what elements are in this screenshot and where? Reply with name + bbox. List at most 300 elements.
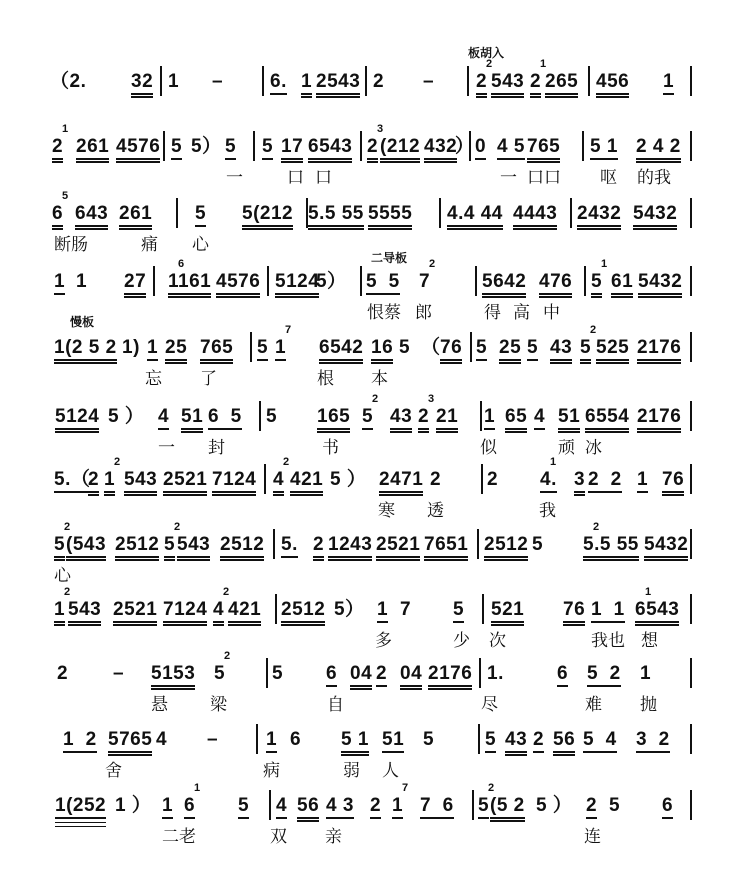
lyric-text: 病 <box>263 761 280 780</box>
note-group: 5 <box>362 407 373 430</box>
lyric-text: 心 <box>54 566 71 585</box>
note-group: 5 <box>580 338 591 364</box>
note-group: 2 <box>430 469 442 490</box>
note-group: (543 <box>66 535 106 561</box>
note-group: 6 <box>326 664 337 687</box>
note-group: 17 <box>281 137 303 163</box>
note-group: 5 <box>478 796 489 819</box>
note-group: 4576 <box>216 272 260 298</box>
note-group: 1161 <box>168 272 211 298</box>
note-group: 76 <box>440 338 462 364</box>
grace-note: 1 <box>645 586 652 598</box>
grace-note: 3 <box>428 393 435 405</box>
note-group: 1) <box>122 337 140 358</box>
note-group: 421 <box>290 470 323 496</box>
note-group: 6 <box>52 204 63 230</box>
note-group: 1(252 <box>55 795 107 816</box>
note-group: 5 <box>54 535 65 561</box>
note-group: 2 <box>57 663 69 684</box>
grace-note: 2 <box>223 586 230 598</box>
note-group: 5.5 55 <box>583 535 639 561</box>
barline <box>259 401 261 431</box>
grace-note: 1 <box>540 58 547 70</box>
note-group: 1 <box>76 271 88 292</box>
note-group: 5432 <box>644 535 688 561</box>
note-group: 5555 <box>368 204 412 230</box>
note-group: 04 <box>400 664 422 690</box>
note-group: 1 1 <box>591 600 625 623</box>
barline <box>570 198 572 228</box>
note-group: 5124 <box>55 407 99 433</box>
note-group: 5432 <box>633 204 677 230</box>
lyric-text: 口口 <box>527 168 561 187</box>
note-group: 261 <box>119 204 152 230</box>
note-group: 5765 <box>108 730 152 756</box>
barline <box>690 529 692 559</box>
lyric-text: 郎 <box>415 303 432 322</box>
note-group: 6. <box>270 72 287 95</box>
note-group: 4 <box>156 729 168 750</box>
note-group: 2543 <box>316 72 360 98</box>
lyric-text: 口 <box>287 168 304 187</box>
note-group: 5 <box>262 137 273 160</box>
note-group: 525 <box>596 338 629 364</box>
barline <box>588 66 590 96</box>
lyric-text: 舍 <box>105 761 122 780</box>
note-group: (5 2 <box>490 796 525 822</box>
note-group: 5 <box>195 204 206 227</box>
note-group: 1(2 5 2 <box>54 338 117 364</box>
note-group: 5 <box>164 535 175 561</box>
barline <box>582 131 584 161</box>
lyric-text: 封 <box>208 438 225 457</box>
note-group: 43 <box>390 407 412 433</box>
note-group: 1 <box>663 72 674 95</box>
barline <box>256 724 258 754</box>
note-group: 2432 <box>577 204 621 230</box>
note-group: 25 <box>165 338 187 364</box>
note-group: 1243 <box>328 535 372 561</box>
note-group: 5(212 <box>242 204 293 230</box>
grace-note: 2 <box>372 393 379 405</box>
note-group: 2 <box>418 407 429 433</box>
lyric-text: 连 <box>584 827 601 846</box>
note-group: 32 <box>131 72 153 98</box>
note-group: 7 6 <box>420 796 454 819</box>
note-group: 1 2 <box>63 730 97 753</box>
note-group: 5） <box>191 136 222 157</box>
note-group: 432 <box>424 137 457 163</box>
note-group: 4 5 <box>497 137 525 160</box>
lyric-text: 多 <box>375 631 392 650</box>
note-group: 5153 <box>151 664 195 690</box>
note-group: 56 <box>553 730 575 756</box>
lyric-text: 痛 <box>141 235 158 254</box>
note-group: 4 <box>213 600 224 626</box>
note-group: 6 <box>184 796 195 819</box>
note-group: 2521 <box>163 470 207 496</box>
note-group: 6 5 <box>208 407 242 430</box>
grace-note: 2 <box>590 324 597 336</box>
marking-manban: 慢板 <box>70 315 95 329</box>
note-group: 1 <box>377 600 388 623</box>
note-group: 1 <box>104 470 115 496</box>
note-group: 04 <box>350 664 372 690</box>
grace-note: 2 <box>224 650 231 662</box>
note-group: 5 <box>257 338 268 361</box>
note-group: 5 <box>591 272 602 298</box>
note-group: 1 <box>266 730 277 753</box>
note-group: 5 1 <box>590 137 618 160</box>
note-group: 5 <box>609 795 621 816</box>
grace-note: 2 <box>64 586 71 598</box>
lyric-text: 的我 <box>637 168 671 187</box>
note-group: 7124 <box>163 600 207 626</box>
lyric-text: 恨蔡 <box>367 303 401 322</box>
note-group: 165 <box>317 407 350 433</box>
note-group: 4 3 <box>326 796 354 819</box>
barline <box>160 66 162 96</box>
note-group: 7 <box>419 271 431 292</box>
note-group: 1 <box>392 796 403 819</box>
note-group: 51 <box>558 407 580 433</box>
barline <box>690 332 692 362</box>
note-group: 2 <box>476 72 487 98</box>
lyric-text: 似 <box>480 438 497 457</box>
note-group: 421 <box>228 600 261 626</box>
barline <box>467 66 469 96</box>
grace-note: 7 <box>402 782 409 794</box>
barline <box>264 464 266 494</box>
lyric-text: 我也 <box>591 631 625 650</box>
note-group: 21 <box>436 407 458 433</box>
lyric-text: 呕 <box>600 168 617 187</box>
lyric-text: 透 <box>427 501 444 520</box>
note-group: 2 <box>586 796 597 819</box>
note-group: 5 <box>238 796 249 819</box>
barline <box>479 658 481 688</box>
note-group: 2 <box>367 137 378 163</box>
note-group: 5 5 <box>366 272 400 295</box>
grace-note: 2 <box>593 521 600 533</box>
note-group: 51 <box>382 730 404 753</box>
note-group: 2176 <box>428 664 472 690</box>
lyric-text: 得 <box>484 303 501 322</box>
barline <box>250 332 252 362</box>
note-group: 456 <box>596 72 629 98</box>
lyric-text: 根 <box>317 369 334 388</box>
note-group: – <box>207 729 219 750</box>
note-group: 5642 <box>482 272 526 298</box>
barline <box>365 66 367 96</box>
barline <box>273 529 275 559</box>
barline <box>690 464 692 494</box>
barline <box>482 594 484 624</box>
lyric-text: 难 <box>585 695 602 714</box>
barline <box>163 131 165 161</box>
note-group: 7 <box>400 599 412 620</box>
grace-note: 7 <box>285 324 292 336</box>
note-group: 5. <box>281 535 298 558</box>
note-group: 16 <box>371 338 393 364</box>
note-group: 5 <box>423 729 435 750</box>
lyric-text: 寒 <box>378 501 395 520</box>
note-group: 1 <box>484 407 495 430</box>
lyric-text: 我 <box>539 501 556 520</box>
lyric-text: 人 <box>382 761 399 780</box>
grace-note: 2 <box>429 258 436 270</box>
note-group: – <box>113 663 125 684</box>
note-group: 51 <box>181 407 203 433</box>
note-group: 2 <box>530 72 541 98</box>
note-group: 6543 <box>635 600 679 626</box>
note-group: 1 ） <box>115 795 152 816</box>
note-group: 5） <box>316 271 347 292</box>
lyric-text: 一 <box>158 438 175 457</box>
lyric-text: 本 <box>371 369 388 388</box>
grace-note: 1 <box>550 456 557 468</box>
note-group: 5 <box>225 137 236 160</box>
note-group: 2 <box>370 796 381 819</box>
note-group: 643 <box>75 204 108 230</box>
grace-note: 1 <box>194 782 201 794</box>
note-group: 2521 <box>376 535 420 561</box>
note-group: 5 <box>214 663 226 684</box>
note-group: 1 <box>301 72 312 98</box>
note-group: 5 <box>399 337 411 358</box>
note-group: 76 <box>563 600 585 626</box>
note-group: 2512 <box>484 535 528 561</box>
barline <box>477 529 479 559</box>
barline <box>478 724 480 754</box>
note-group: 5.（ <box>54 470 90 493</box>
lyric-text: 弱 <box>343 761 360 780</box>
note-group: 43 <box>550 338 572 364</box>
note-group: 2 <box>533 730 544 753</box>
note-group: 1 <box>54 272 65 295</box>
note-group: 2176 <box>637 407 681 433</box>
note-group: 6543 <box>308 137 352 163</box>
barline <box>266 658 268 688</box>
grace-note: 2 <box>64 521 71 533</box>
barline <box>262 66 264 96</box>
note-group: 4 <box>273 470 284 496</box>
note-group: 765 <box>200 338 233 364</box>
note-group: 1 <box>168 71 180 92</box>
note-group: 2 <box>88 470 99 496</box>
note-group: 5 ） <box>330 469 367 490</box>
barline <box>439 198 441 228</box>
lyric-text: 高 <box>513 303 530 322</box>
lyric-text: 抛 <box>640 695 657 714</box>
note-group: 2176 <box>637 338 681 364</box>
note-group: 1 <box>54 600 65 626</box>
note-group: 2512 <box>115 535 159 561</box>
note-group: 1 <box>275 338 286 361</box>
note-group: 1. <box>487 663 504 684</box>
lyric-text: 一 <box>226 168 243 187</box>
note-group: 5 <box>272 663 284 684</box>
note-group: 543 <box>124 470 157 496</box>
note-group: 76 <box>662 470 684 496</box>
note-group: 5 <box>532 534 544 555</box>
lyric-text: 中 <box>543 303 560 322</box>
barline <box>690 401 692 431</box>
lyric-text: 亲 <box>325 827 342 846</box>
barline <box>475 266 477 296</box>
lyric-text: 冰 <box>585 438 602 457</box>
note-group: 61 <box>611 272 633 298</box>
note-group: 56 <box>297 796 319 822</box>
note-group: 0 <box>475 137 486 160</box>
note-group: 1 <box>640 663 652 684</box>
note-group: 5 ） <box>108 406 145 427</box>
note-group: 2 <box>373 71 385 92</box>
note-group: 5 <box>527 338 538 361</box>
barline <box>176 198 178 228</box>
barline <box>584 266 586 296</box>
barline <box>690 131 692 161</box>
grace-note: 1 <box>601 258 608 270</box>
note-group: 521 <box>491 600 524 626</box>
note-group: 2512 <box>281 600 325 626</box>
note-group: ） <box>455 136 475 157</box>
barline <box>253 131 255 161</box>
note-group: 2512 <box>220 535 264 561</box>
note-group: 7651 <box>424 535 468 561</box>
barline <box>690 266 692 296</box>
barline <box>690 724 692 754</box>
note-group: 6 <box>290 729 302 750</box>
note-group: – <box>212 71 224 92</box>
note-group: 2521 <box>113 600 157 626</box>
grace-note: 6 <box>178 258 185 270</box>
barline <box>690 198 692 228</box>
note-group: 2 <box>313 535 324 561</box>
note-group: 1 <box>147 338 158 361</box>
grace-note: 5 <box>62 190 69 202</box>
barline <box>360 266 362 296</box>
note-group: 43 <box>505 730 527 756</box>
note-group: 5 4 <box>583 730 617 753</box>
note-group: 476 <box>539 272 572 298</box>
note-group: 5 <box>266 406 278 427</box>
note-group: 4 <box>534 407 545 430</box>
barline <box>480 401 482 431</box>
grace-note: 2 <box>486 58 493 70</box>
note-group: 4443 <box>513 204 557 230</box>
note-group: 2 4 2 <box>636 137 681 163</box>
note-group: 543 <box>177 535 210 561</box>
note-group: 5 <box>485 730 496 753</box>
note-group: 6554 <box>585 407 629 433</box>
note-group: 265 <box>545 72 578 98</box>
note-group: 2 <box>376 664 387 687</box>
note-group: 261 <box>76 137 109 163</box>
lyric-text: 断肠 <box>54 235 88 254</box>
note-group: 5 <box>171 137 182 160</box>
grace-note: 2 <box>488 782 495 794</box>
lyric-text: 次 <box>489 631 506 650</box>
lyric-text: 口 <box>315 168 332 187</box>
barline <box>267 266 269 296</box>
lyric-text: 少 <box>453 631 470 650</box>
barline <box>269 790 271 820</box>
note-group: 543 <box>68 600 101 626</box>
note-group: 5） <box>334 599 365 620</box>
lyric-text: 自 <box>327 695 344 714</box>
barline <box>690 658 692 688</box>
marking-erdaoban: 二导板 <box>371 251 408 265</box>
barline <box>481 464 483 494</box>
barline <box>690 66 692 96</box>
lyric-text: 尽 <box>481 695 498 714</box>
note-group: 2 <box>52 137 63 163</box>
lyric-text: 想 <box>641 631 658 650</box>
grace-note: 1 <box>62 123 69 135</box>
note-group: 1 <box>637 470 648 493</box>
note-group: 6 <box>557 664 568 687</box>
note-group: 1 <box>162 796 173 819</box>
note-group: 765 <box>527 137 560 163</box>
barline <box>470 332 472 362</box>
note-group: （2. <box>50 71 87 92</box>
note-group: 5432 <box>638 272 682 298</box>
lyric-text: 梁 <box>210 695 227 714</box>
lyric-text: 悬 <box>151 695 168 714</box>
lyric-text: 心 <box>192 235 209 254</box>
barline <box>275 594 277 624</box>
note-group: 65 <box>505 407 527 433</box>
grace-note: 3 <box>377 123 384 135</box>
note-group: 4576 <box>116 137 160 163</box>
note-group: 6 <box>662 796 673 819</box>
barline <box>360 131 362 161</box>
grace-note: 2 <box>174 521 181 533</box>
lyric-text: 双 <box>270 827 287 846</box>
note-group: (212 <box>380 137 420 163</box>
lyric-text: 忘 <box>145 369 162 388</box>
note-group: 7124 <box>212 470 256 496</box>
note-group: 4.4 44 <box>447 204 503 230</box>
note-group: 5.5 55 <box>308 204 364 230</box>
note-group: 5 <box>453 600 464 623</box>
note-group: 4 <box>158 407 169 430</box>
grace-note: 2 <box>283 456 290 468</box>
barline <box>153 266 155 296</box>
note-group: （ <box>421 337 441 358</box>
note-group: 2471 <box>379 470 423 496</box>
note-group: 2 <box>487 469 499 490</box>
note-group: 25 <box>499 338 521 364</box>
note-group: 5 2 <box>587 664 621 687</box>
note-group: 5124 <box>275 272 319 298</box>
barline <box>472 790 474 820</box>
grace-note: 2 <box>114 456 121 468</box>
note-group: 5 ） <box>536 795 573 816</box>
barline <box>690 594 692 624</box>
lyric-text: 一 <box>500 168 517 187</box>
note-group: 3 2 <box>636 730 670 753</box>
lyric-text: 顽 <box>558 438 575 457</box>
note-group: 5 <box>476 338 487 361</box>
note-group: 6542 <box>319 338 363 364</box>
lyric-text: 了 <box>200 369 217 388</box>
note-group: 4. <box>540 470 557 493</box>
note-group: 2 2 <box>588 470 622 493</box>
note-group: 543 <box>491 72 524 98</box>
note-group: 5 1 <box>341 730 369 756</box>
